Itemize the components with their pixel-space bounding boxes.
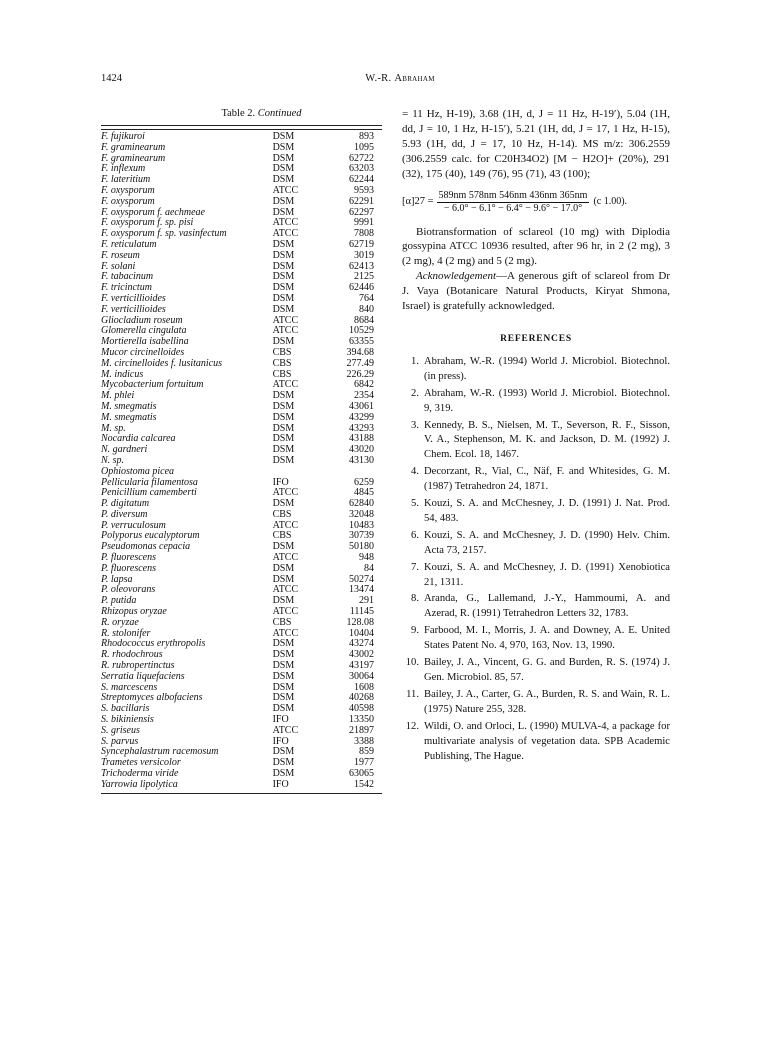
- collection-cell: DSM: [272, 411, 295, 423]
- reference-number: 10.: [405, 657, 419, 669]
- rotation-fraction: [437, 190, 590, 215]
- collection-cell: CBS: [272, 368, 292, 380]
- organism-cell: S. bacillaris: [101, 703, 150, 715]
- collection-cell: ATCC: [272, 627, 299, 639]
- nmr-data-text: = 11 Hz, H-19), 3.68 (1H, d, J = 11 Hz, H-19′), 5.04 (1H, dd, J = 10, 1 Hz, H-15′), 5.21 (1H, dd, J = 17, 1 Hz, H-15), 5.93 (1H, dd, J = 17, 10 Hz, H-14). MS m/z: 306.2559 (306.2559 calc. for C20H34O2) [M − H2O]+ (20%), 291 (32), 175 (40), 149 (76), 95 (71), 43 (100);: [402, 108, 670, 180]
- references-heading: REFERENCES: [500, 333, 572, 344]
- strain-number-cell: 7808: [354, 228, 374, 240]
- strain-number-cell: 9593: [354, 184, 374, 196]
- collection-cell: ATCC: [272, 552, 299, 564]
- strain-number-cell: 40598: [349, 703, 374, 715]
- reference-text: Kennedy, B. S., Nielsen, M. T., Severson, R. F., Sisson, V. A., Stephenson, M. K. and Jackson, D. M. (1992) J. Chem. Ecol. 18, 1467.: [424, 419, 670, 461]
- organism-cell: P. oleovorans: [101, 584, 156, 596]
- collection-cell: DSM: [272, 541, 295, 553]
- strain-number-cell: 32048: [349, 508, 374, 520]
- strain-number-cell: 63203: [349, 163, 374, 175]
- collection-cell: DSM: [272, 692, 295, 704]
- organism-cell: F. tricinctum: [101, 282, 152, 294]
- collection-cell: DSM: [272, 163, 295, 175]
- strain-number-cell: 893: [359, 131, 374, 142]
- strain-number-cell: 10529: [349, 325, 374, 337]
- collection-cell: DSM: [272, 638, 295, 650]
- strain-number-cell: 10404: [349, 627, 374, 639]
- strain-number-cell: 291: [359, 595, 374, 607]
- strain-number-cell: 62719: [349, 238, 374, 250]
- strain-number-cell: 21897: [349, 724, 374, 736]
- table-row: [101, 726, 382, 737]
- organism-cell: M. indicus: [101, 368, 144, 380]
- table-sub-rule: [101, 129, 382, 130]
- organism-cell: R. rubropertinctus: [101, 660, 175, 672]
- strain-number-cell: 13474: [349, 584, 374, 596]
- biotransformation-paragraph: Biotransformation of sclareol (10 mg) with Diplodia gossypina ATCC 10936 resulted, after 96 hr, in 2 (2 mg), 3 (2 mg), 4 (2 mg) and 5 (2 mg).: [402, 225, 670, 268]
- table-top-rule: [101, 125, 382, 126]
- collection-cell: ATCC: [272, 379, 299, 391]
- organism-cell: M. sp.: [101, 422, 126, 434]
- strain-number-cell: 62291: [349, 195, 374, 207]
- strain-number-cell: 62446: [349, 282, 374, 294]
- references-list: [402, 355, 670, 765]
- collection-cell: CBS: [272, 508, 292, 520]
- organism-cell: N. sp.: [101, 454, 125, 466]
- reference-number: 4.: [411, 466, 419, 478]
- reference-item: [402, 624, 670, 654]
- reference-text: Farbood, M. I., Morris, J. A. and Downey, A. E. United States Patent No. 4, 970, 163, Nov. 13, 1990.: [424, 625, 670, 652]
- author-surname: Abraham: [394, 73, 435, 84]
- organism-cell: M. smegmatis: [101, 400, 157, 412]
- table-row: [101, 715, 382, 726]
- collection-cell: ATCC: [272, 487, 299, 499]
- organism-cell: Ophiostoma picea: [101, 465, 175, 477]
- organism-cell: Mortierella isabellina: [101, 336, 189, 348]
- table-caption: [141, 108, 382, 119]
- reference-item: [402, 465, 670, 495]
- organism-cell: F. reticulatum: [101, 238, 157, 250]
- collection-cell: DSM: [272, 703, 295, 715]
- reference-item: [402, 529, 670, 559]
- collection-cell: ATCC: [272, 519, 299, 531]
- strain-number-cell: 43293: [349, 422, 374, 434]
- collection-cell: ATCC: [272, 325, 299, 337]
- collection-cell: CBS: [272, 346, 292, 358]
- collection-cell: DSM: [272, 131, 295, 142]
- strain-number-cell: 3019: [354, 249, 374, 261]
- acknowledgement-text: —A generous gift of sclareol from Dr J. Vaya (Botanicare Natural Products, Kiryat Shmona, Israel) is gratefully acknowledged.: [402, 270, 670, 313]
- strain-number-cell: 859: [359, 746, 374, 758]
- collection-cell: ATCC: [272, 217, 299, 229]
- reference-number: 3.: [411, 419, 419, 431]
- table-row: [101, 359, 382, 370]
- strain-number-cell: 40268: [349, 692, 374, 704]
- reference-item: [402, 419, 670, 464]
- reference-number: 9.: [411, 625, 419, 637]
- reference-text: Abraham, W.-R. (1994) World J. Microbiol. Biotechnol. (in press).: [424, 355, 670, 382]
- strain-number-cell: 62413: [349, 260, 374, 272]
- strain-number-cell: 84: [364, 562, 374, 574]
- reference-text: Kouzi, S. A. and McChesney, J. D. (1990) Helv. Chim. Acta 73, 2157.: [424, 529, 670, 556]
- rotation-values: − 6.0° − 6.1° − 6.4° − 9.6° − 17.0°: [443, 202, 583, 214]
- reference-number: 6.: [411, 529, 419, 541]
- organism-cell: Trametes versicolor: [101, 757, 181, 769]
- organism-cell: Yarrowia lipolytica: [101, 778, 178, 790]
- table-row: [101, 240, 382, 251]
- reference-item: [402, 387, 670, 417]
- strain-number-cell: 840: [359, 303, 374, 315]
- table-row: [101, 445, 382, 456]
- table-bottom-rule: [101, 793, 382, 794]
- collection-cell: DSM: [272, 444, 295, 456]
- table-row: [101, 197, 382, 208]
- reference-text: Wildi, O. and Orloci, L. (1990) MULVA-4, a package for multivariate analysis of vegetation data. SPB Academic Publishing, The Hague.: [424, 720, 670, 762]
- strain-number-cell: 1095: [354, 141, 374, 153]
- reference-number: 8.: [411, 593, 419, 605]
- organism-cell: Mucor circinelloides: [101, 346, 185, 358]
- reference-item: [402, 497, 670, 527]
- strain-number-cell: 3388: [354, 735, 374, 747]
- table-row: [101, 305, 382, 316]
- collection-cell: CBS: [272, 530, 292, 542]
- collection-cell: ATCC: [272, 584, 299, 596]
- collection-cell: DSM: [272, 454, 295, 466]
- organism-cell: F. oxysporum: [101, 195, 155, 207]
- organism-cell: F. verticillioides: [101, 303, 166, 315]
- reference-number: 12.: [405, 720, 419, 732]
- collection-cell: ATCC: [272, 314, 299, 326]
- table-row: [101, 467, 382, 478]
- strain-number-cell: 50180: [349, 541, 374, 553]
- collection-cell: DSM: [272, 681, 295, 693]
- strain-number-cell: 62840: [349, 498, 374, 510]
- reference-item: [402, 656, 670, 686]
- organism-cell: F. lateritium: [101, 174, 151, 186]
- table-caption-label: Table 2.: [221, 108, 256, 119]
- strain-number-cell: 277.49: [346, 357, 374, 369]
- organism-cell: F. graminearum: [101, 141, 166, 153]
- strain-number-cell: 394.68: [346, 346, 374, 358]
- table-row: [101, 585, 382, 596]
- organism-cell: Serratia liquefaciens: [101, 670, 185, 682]
- strain-number-cell: 62244: [349, 174, 374, 186]
- organism-cell: F. oxysporum f. sp. vasinfectum: [101, 228, 227, 240]
- strain-number-cell: 948: [359, 552, 374, 564]
- strain-number-cell: 43274: [349, 638, 374, 650]
- optical-rotation-formula: [402, 190, 670, 215]
- collection-cell: DSM: [272, 670, 295, 682]
- running-head: [300, 73, 500, 84]
- organism-table-body: [101, 132, 382, 791]
- strain-number-cell: 6259: [354, 476, 374, 488]
- reference-item: [402, 355, 670, 385]
- rotation-lhs: [α]27 =: [402, 195, 434, 207]
- page-number: 1424: [101, 73, 122, 84]
- organism-cell: P. diversum: [101, 508, 148, 520]
- collection-cell: [261, 467, 329, 478]
- organism-cell: M. circinelloides f. lusitanicus: [101, 357, 223, 369]
- reference-text: Bailey, J. A., Vincent, G. G. and Burden, R. S. (1974) J. Gen. Microbiol. 85, 57.: [424, 657, 670, 683]
- collection-cell: CBS: [272, 357, 292, 369]
- organism-cell: P. digitatum: [101, 498, 150, 510]
- strain-number-cell: 63355: [349, 336, 374, 348]
- collection-cell: DSM: [272, 573, 295, 585]
- acknowledgement-label: Acknowledgement: [416, 270, 497, 283]
- organism-cell: R. rhodochrous: [101, 649, 163, 661]
- strain-number-cell: 6842: [354, 379, 374, 391]
- strain-number-cell: 43130: [349, 454, 374, 466]
- reference-number: 5.: [411, 498, 419, 510]
- strain-number-cell: 10483: [349, 519, 374, 531]
- strain-number-cell: 11145: [349, 606, 374, 618]
- strain-number-cell: 2354: [354, 390, 374, 402]
- organism-cell: S. bikiniensis: [101, 714, 154, 726]
- reference-text: Aranda, G., Lallemand, J.-Y., Hammoumi, A. and Azerad, R. (1991) Tetrahedron Letters 32, 1783.: [424, 593, 670, 620]
- strain-number-cell: 63065: [349, 768, 374, 780]
- collection-cell: DSM: [272, 152, 295, 164]
- strain-number-cell: 13350: [349, 714, 374, 726]
- organism-cell: Nocardia calcarea: [101, 433, 176, 445]
- organism-cell: F. oxysporum f. aechmeae: [101, 206, 205, 218]
- strain-number-cell: 50274: [349, 573, 374, 585]
- strain-number-cell: 2125: [354, 271, 374, 283]
- table-row: [101, 380, 382, 391]
- collection-cell: DSM: [272, 498, 295, 510]
- collection-cell: DSM: [272, 336, 295, 348]
- collection-cell: DSM: [272, 206, 295, 218]
- strain-number-cell: 4845: [354, 487, 374, 499]
- collection-cell: DSM: [272, 595, 295, 607]
- reference-item: [402, 561, 670, 591]
- organism-cell: P. fluorescens: [101, 552, 156, 564]
- collection-cell: DSM: [272, 292, 295, 304]
- table-row: [101, 413, 382, 424]
- collection-cell: DSM: [272, 195, 295, 207]
- collection-cell: IFO: [272, 714, 289, 726]
- organism-cell: F. tabacinum: [101, 271, 154, 283]
- rotation-wavelengths: 589nm 578nm 546nm 436nm 365nm: [438, 189, 588, 201]
- rotation-concentration: (c 1.00).: [593, 195, 628, 207]
- organism-cell: F. fujikuroi: [101, 131, 145, 142]
- collection-cell: DSM: [272, 282, 295, 294]
- reference-text: Kouzi, S. A. and McChesney, J. D. (1991) J. Nat. Prod. 54, 483.: [424, 498, 670, 524]
- organism-cell: Gliocladium roseum: [101, 314, 183, 326]
- strain-number-cell: 62722: [349, 152, 374, 164]
- strain-number-cell: 43188: [349, 433, 374, 445]
- strain-number-cell: 1542: [354, 778, 374, 790]
- collection-cell: DSM: [272, 768, 295, 780]
- organism-cell: Rhodococcus erythropolis: [101, 638, 206, 650]
- reference-number: 11.: [406, 688, 419, 700]
- table-row: [101, 564, 382, 575]
- collection-cell: ATCC: [272, 724, 299, 736]
- reference-text: Bailey, J. A., Carter, G. A., Burden, R. S. and Wain, R. L. (1975) Nature 255, 328.: [424, 688, 670, 715]
- author-initials: W.-R.: [365, 73, 392, 84]
- collection-cell: DSM: [272, 660, 295, 672]
- table-caption-continued: Continued: [257, 108, 302, 119]
- organism-cell: F. solani: [101, 260, 136, 272]
- organism-cell: S. griseus: [101, 724, 140, 736]
- reference-text: Abraham, W.-R. (1993) World J. Microbiol. Biotechnol. 9, 319.: [424, 387, 670, 414]
- strain-number-cell: 1608: [354, 681, 374, 693]
- collection-cell: DSM: [272, 271, 295, 283]
- organism-cell: P. putida: [101, 595, 137, 607]
- collection-cell: CBS: [272, 616, 292, 628]
- table-row: [101, 780, 382, 791]
- organism-cell: Mycobacterium fortuitum: [101, 379, 204, 391]
- reference-number: 1.: [411, 355, 419, 367]
- reference-number: 7.: [411, 561, 419, 573]
- organism-cell: N. gardneri: [101, 444, 148, 456]
- organism-cell: P. lapsa: [101, 573, 133, 585]
- strain-number-cell: 43061: [349, 400, 374, 412]
- strain-number-cell: [328, 467, 382, 478]
- organism-cell: Glomerella cingulata: [101, 325, 187, 337]
- strain-number-cell: 226.29: [346, 368, 374, 380]
- strain-number-cell: 43299: [349, 411, 374, 423]
- organism-cell: Pellicularia filamentosa: [101, 476, 198, 488]
- organism-cell: F. roseum: [101, 249, 140, 261]
- organism-cell: R. oryzae: [101, 616, 139, 628]
- collection-cell: DSM: [272, 649, 295, 661]
- strain-number-cell: 43197: [349, 660, 374, 672]
- collection-cell: DSM: [272, 433, 295, 445]
- organism-cell: M. phlei: [101, 390, 135, 402]
- reference-item: [402, 592, 670, 622]
- collection-cell: ATCC: [272, 606, 299, 618]
- collection-cell: DSM: [272, 174, 295, 186]
- collection-cell: DSM: [272, 238, 295, 250]
- collection-cell: ATCC: [272, 228, 299, 240]
- strain-number-cell: 9991: [354, 217, 374, 229]
- organism-cell: F. inflexum: [101, 163, 146, 175]
- collection-cell: IFO: [272, 735, 289, 747]
- organism-cell: M. smegmatis: [101, 411, 157, 423]
- collection-cell: DSM: [272, 757, 295, 769]
- collection-cell: ATCC: [272, 184, 299, 196]
- organism-cell: Streptomyces albofaciens: [101, 692, 203, 704]
- reference-text: Decorzant, R., Vial, C., Näf, F. and Whitesides, G. M. (1987) Tetrahedron 24, 1871.: [424, 466, 670, 493]
- organism-cell: Rhizopus oryzae: [101, 606, 167, 618]
- organism-table: [101, 108, 382, 794]
- reference-number: 2.: [411, 387, 419, 399]
- table-row: [101, 143, 382, 154]
- strain-number-cell: 30739: [349, 530, 374, 542]
- organism-cell: S. parvus: [101, 735, 139, 747]
- strain-number-cell: 128.08: [346, 616, 374, 628]
- collection-cell: DSM: [272, 422, 295, 434]
- organism-cell: R. stolonifer: [101, 627, 151, 639]
- organism-cell: Pseudomonas cepacia: [101, 541, 191, 553]
- table-row: [101, 607, 382, 618]
- collection-cell: DSM: [272, 249, 295, 261]
- organism-cell: Syncephalastrum racemosum: [101, 746, 219, 758]
- collection-cell: DSM: [272, 562, 295, 574]
- strain-number-cell: 43020: [349, 444, 374, 456]
- reference-text: Kouzi, S. A. and McChesney, J. D. (1991) Xenobiotica 21, 1311.: [424, 561, 670, 588]
- collection-cell: IFO: [272, 778, 289, 790]
- organism-cell: F. oxysporum: [101, 184, 155, 196]
- collection-cell: IFO: [272, 476, 289, 488]
- collection-cell: DSM: [272, 303, 295, 315]
- organism-cell: F. graminearum: [101, 152, 166, 164]
- collection-cell: DSM: [272, 390, 295, 402]
- reference-item: [402, 720, 670, 765]
- strain-number-cell: 1977: [354, 757, 374, 769]
- collection-cell: DSM: [272, 141, 295, 153]
- organism-cell: F. oxysporum f. sp. pisi: [101, 217, 194, 229]
- organism-cell: Trichoderma viride: [101, 768, 179, 780]
- strain-number-cell: 30064: [349, 670, 374, 682]
- collection-cell: DSM: [272, 746, 295, 758]
- collection-cell: DSM: [272, 260, 295, 272]
- strain-number-cell: 764: [359, 292, 374, 304]
- organism-cell: P. fluorescens: [101, 562, 156, 574]
- strain-number-cell: 62297: [349, 206, 374, 218]
- organism-cell: F. verticillioides: [101, 292, 166, 304]
- right-column: [402, 107, 670, 766]
- table-row: [101, 251, 382, 262]
- organism-cell: Penicillium camemberti: [101, 487, 197, 499]
- organism-cell: S. marcescens: [101, 681, 158, 693]
- acknowledgement-paragraph: [402, 269, 670, 314]
- reference-item: [402, 688, 670, 718]
- organism-cell: P. verruculosum: [101, 519, 166, 531]
- collection-cell: DSM: [272, 400, 295, 412]
- organism-cell: Polyporus eucalyptorum: [101, 530, 200, 542]
- strain-number-cell: 8684: [354, 314, 374, 326]
- strain-number-cell: 43002: [349, 649, 374, 661]
